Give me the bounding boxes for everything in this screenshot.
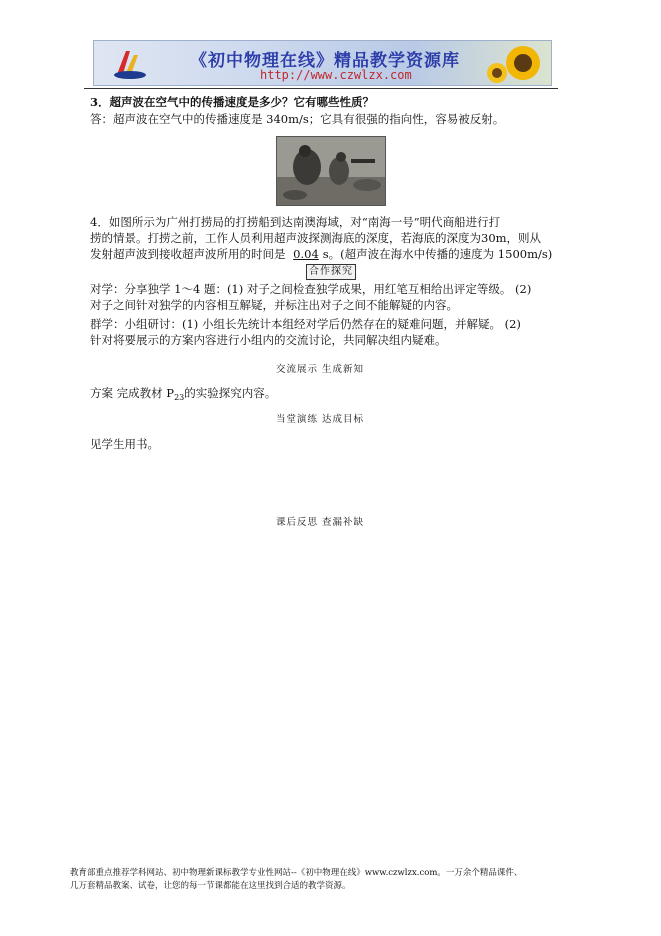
section-exchange: 交流展示 生成新知 xyxy=(276,364,365,375)
footer-line1: 教育部重点推荐学科网站、初中物理新课标教学专业性网站--《初中物理在线》www.czwlzx.com。一万余个精品课件、 xyxy=(70,868,523,878)
cooperate-label: 合作探究 xyxy=(306,264,356,280)
salvage-photo xyxy=(276,136,386,206)
plan-page: 23 xyxy=(174,393,185,402)
q3-answer: 答：超声波在空气中的传播速度是 340m/s；它具有很强的指向性，容易被反射。 xyxy=(90,112,505,126)
site-url[interactable]: http://www.czwlzx.com xyxy=(260,68,412,82)
q4-line3-prefix: 发射超声波到接收超声波所用的时间是 xyxy=(90,247,286,261)
q4-line3 xyxy=(90,246,552,262)
sunflower-icon xyxy=(485,43,547,85)
salvage-photo-image xyxy=(277,137,386,206)
section-reflection: 课后反思 查漏补缺 xyxy=(276,517,365,528)
plan-suffix: 的实验探究内容。 xyxy=(184,386,277,400)
site-title: 《初中物理在线》精品教学资源库 xyxy=(190,51,460,71)
footer-line2: 几万套精品教案、试卷，让您的每一节课都能在这里找到合适的教学资源。 xyxy=(70,881,351,891)
plan-line xyxy=(90,385,276,406)
q4-line2: 捞的情景。打捞之前，工作人员利用超声波探测海底的深度，若海底的深度为30m，则从 xyxy=(90,231,542,245)
header-banner xyxy=(93,40,552,86)
q3-question: 3．超声波在空气中的传播速度是多少？它有哪些性质？ xyxy=(90,95,374,109)
q4-line1: 4．如图所示为广州打捞局的打捞船到达南澳海域，对“南海一号”明代商船进行打 xyxy=(90,215,501,229)
section-practice: 当堂演练 达成目标 xyxy=(276,414,365,425)
header-rule xyxy=(84,88,558,89)
plan-prefix: 方案 完成教材 P xyxy=(90,386,175,400)
pair-study-line1: 对学：分享独学 1～4 题：(1) 对子之间检查独学成果，用红笔互相给出评定等级。 (2) xyxy=(90,282,532,296)
pair-study-line2: 对子之间针对独学的内容相互解疑，并标注出对子之间不能解疑的内容。 xyxy=(90,298,458,312)
q4-answer: 0.04 xyxy=(293,247,319,261)
group-study-line1: 群学：小组研讨：(1) 小组长先统计本组经对学后仍然存在的疑难问题，并解疑。 (2) xyxy=(90,317,521,331)
group-study-line2: 针对将要展示的方案内容进行小组内的交流讨论，共同解决组内疑难。 xyxy=(90,333,447,347)
site-logo-icon xyxy=(112,47,148,81)
see-book: 见学生用书。 xyxy=(90,437,159,451)
q4-line3-suffix: s。(超声波在海水中传播的速度为 1500m/s) xyxy=(322,247,553,261)
